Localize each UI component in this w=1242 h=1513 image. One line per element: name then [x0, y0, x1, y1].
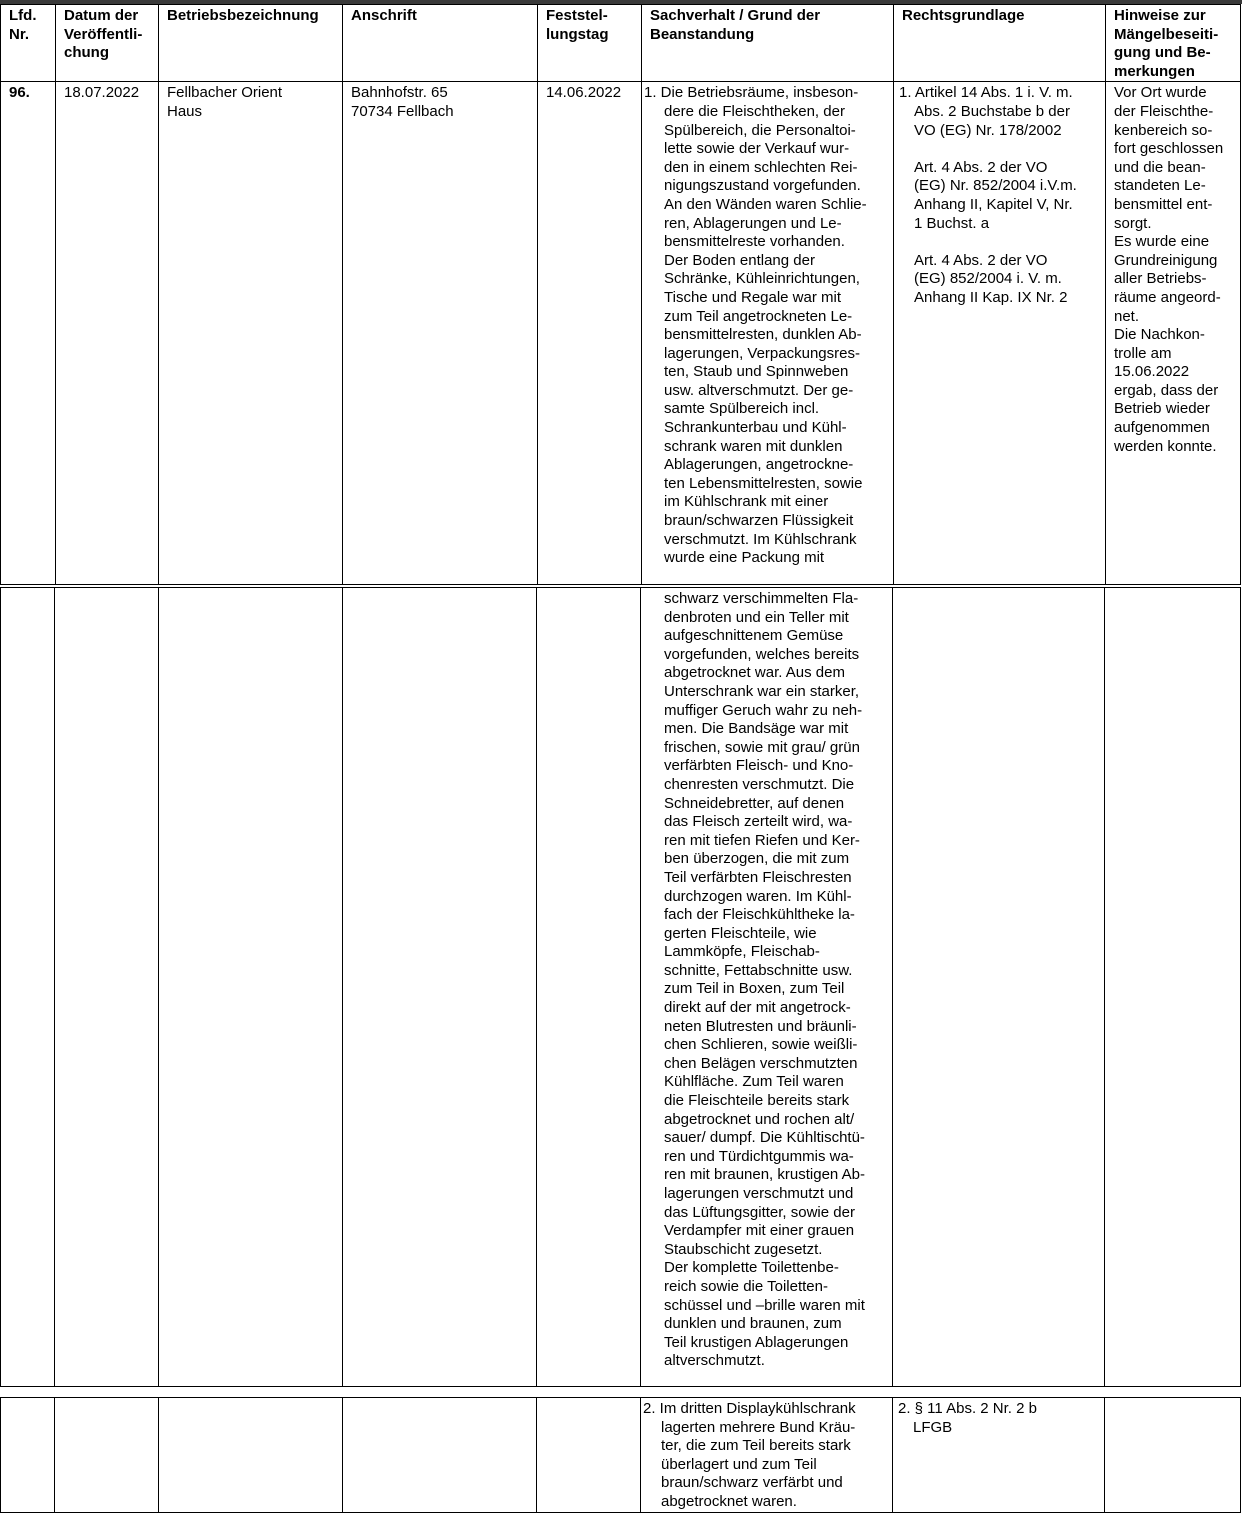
empty-cell: [55, 588, 159, 1387]
table-row: [1, 588, 1241, 1387]
empty-cell: [159, 588, 343, 1387]
empty-cell: [55, 1398, 159, 1513]
empty-cell: [1, 1398, 55, 1513]
header-lfd-nr: Lfd. Nr.: [1, 5, 56, 82]
header-remarks: Hinweise zur Mängelbeseiti- gung und Be- merkungen: [1106, 5, 1241, 82]
entry-address: Bahnhofstr. 65 70734 Fellbach: [343, 82, 538, 585]
empty-cell: [343, 588, 537, 1387]
entry-remarks: Vor Ort wurde der Fleischthe- kenbereich so- fort geschlossen und die bean- standeten Le- bensmittel ent- sorgt. Es wurde eine Grundreinigung aller Betriebs- räume angeord- net. Die Nachkon- trolle am 15.06.2022 ergab, dass der Betrieb wieder aufgenommen werden konnte.: [1106, 82, 1241, 585]
empty-cell: [1105, 1398, 1241, 1513]
empty-cell: [343, 1398, 537, 1513]
header-publication-date: Datum der Veröffentli- chung: [56, 5, 159, 82]
entry-facts-part-2: schwarz verschimmelten Fla- denbroten und ein Teller mit aufgeschnittenem Gemüse vorgefunden, welches bereits abgetrocknet war. Aus dem Unterschrank war ein starker, muffiger Geruch wahr zu neh- men. Die Bandsäge war mit frischen, sowie mit grau/ grün verfärbten Fleisch- und Kno- chenresten verschmutzt. Die Schneidebretter, auf denen das Fleisch zerteilt wird, wa- ren mit tiefen Riefen und Ker- ben überzogen, die mit zum Teil verfärbten Fleischresten durchzogen waren. Im Kühl- fach der Fleischkühltheke la- gerten Fleischteile, wie Lammköpfe, Fleischab- schnitte, Fettabschnitte usw. zum Teil in Boxen, zum Teil direkt auf der mit angetrock- neten Blutresten und bräunli- chen Schlieren, sowie weißli- chen Belägen verschmutzten Kühlfläche. Zum Teil waren die Fleischteile bereits stark abgetrocknet und rochen alt/ sauer/ dumpf. Die Kühltischtü- ren und Türdichtgummis wa- ren mit braunen, krustigen Ab- lagerungen verschmutzt und das Lüftungsgitter, sowie der Verdampfer mit einer grauen Staubschicht zugesetzt. Der komplette Toilettenbe- reich sowie die Toiletten- schüssel und –brille waren mit dunklen und braunen, zum Teil krustigen Ablagerungen altverschmutzt.: [641, 588, 893, 1387]
entry-legal-basis-1: 1. Artikel 14 Abs. 1 i. V. m. Abs. 2 Buchstabe b der VO (EG) Nr. 178/2002 Art. 4 Abs. 2 der VO (EG) Nr. 852/2004 i.V.m. Anhang II, Kapitel V, Nr. 1 Buchst. a Art. 4 Abs. 2 der VO (EG) 852/2004 i. V. m. Anhang II Kap. IX Nr. 2: [894, 82, 1106, 585]
empty-cell: [159, 1398, 343, 1513]
entry-business-name: Fellbacher Orient Haus: [159, 82, 343, 585]
header-address: Anschrift: [343, 5, 538, 82]
entry-number: 96.: [1, 82, 56, 585]
entry-facts-part-1: 1. Die Betriebsräume, insbeson- dere die Fleischtheken, der Spülbereich, die Personaltoi- lette sowie der Verkauf wur- den in einem schlechten Rei- nigungszustand vorgefunden. An den Wänden waren Schlie- ren, Ablagerungen und Le- bensmittelreste vorhanden. Der Boden entlang der Schränke, Kühleinrichtungen, Tische und Regale war mit zum Teil angetrockneten Le- bensmittelresten, dunklen Ab- lagerungen, Verpackungsres- ten, Staub und Spinnweben usw. altverschmutzt. Der ge- samte Spülbereich incl. Schrankunterbau und Kühl- schrank waren mit dunklen Ablagerungen, angetrockne- ten Lebensmittelresten, sowie im Kühlschrank mit einer braun/schwarzen Flüssigkeit verschmutzt. Im Kühlschrank wurde eine Packung mit: [642, 82, 894, 585]
empty-cell: [893, 588, 1105, 1387]
inspection-table-segment-1: [0, 4, 1241, 585]
entry-publication-date: 18.07.2022: [56, 82, 159, 585]
table-header-row: [1, 5, 1241, 82]
table-row: [1, 1398, 1241, 1513]
header-business-name: Betriebsbezeichnung: [159, 5, 343, 82]
header-facts: Sachverhalt / Grund der Beanstandung: [642, 5, 894, 82]
empty-cell: [537, 588, 641, 1387]
table-row: [1, 82, 1241, 585]
header-legal-basis: Rechtsgrundlage: [894, 5, 1106, 82]
inspection-table-segment-2: [0, 587, 1241, 1387]
inspection-table-segment-3: [0, 1397, 1241, 1513]
empty-cell: [1, 588, 55, 1387]
entry-legal-basis-2: 2. § 11 Abs. 2 Nr. 2 b LFGB: [893, 1398, 1105, 1513]
header-inspection-date: Feststel- lungstag: [538, 5, 642, 82]
entry-inspection-date: 14.06.2022: [538, 82, 642, 585]
empty-cell: [1105, 588, 1241, 1387]
empty-cell: [537, 1398, 641, 1513]
entry-facts-part-3: 2. Im dritten Displaykühlschrank lagerten mehrere Bund Kräu- ter, die zum Teil bereits stark überlagert und zum Teil braun/schwarz verfärbt und abgetrocknet waren.: [641, 1398, 893, 1513]
